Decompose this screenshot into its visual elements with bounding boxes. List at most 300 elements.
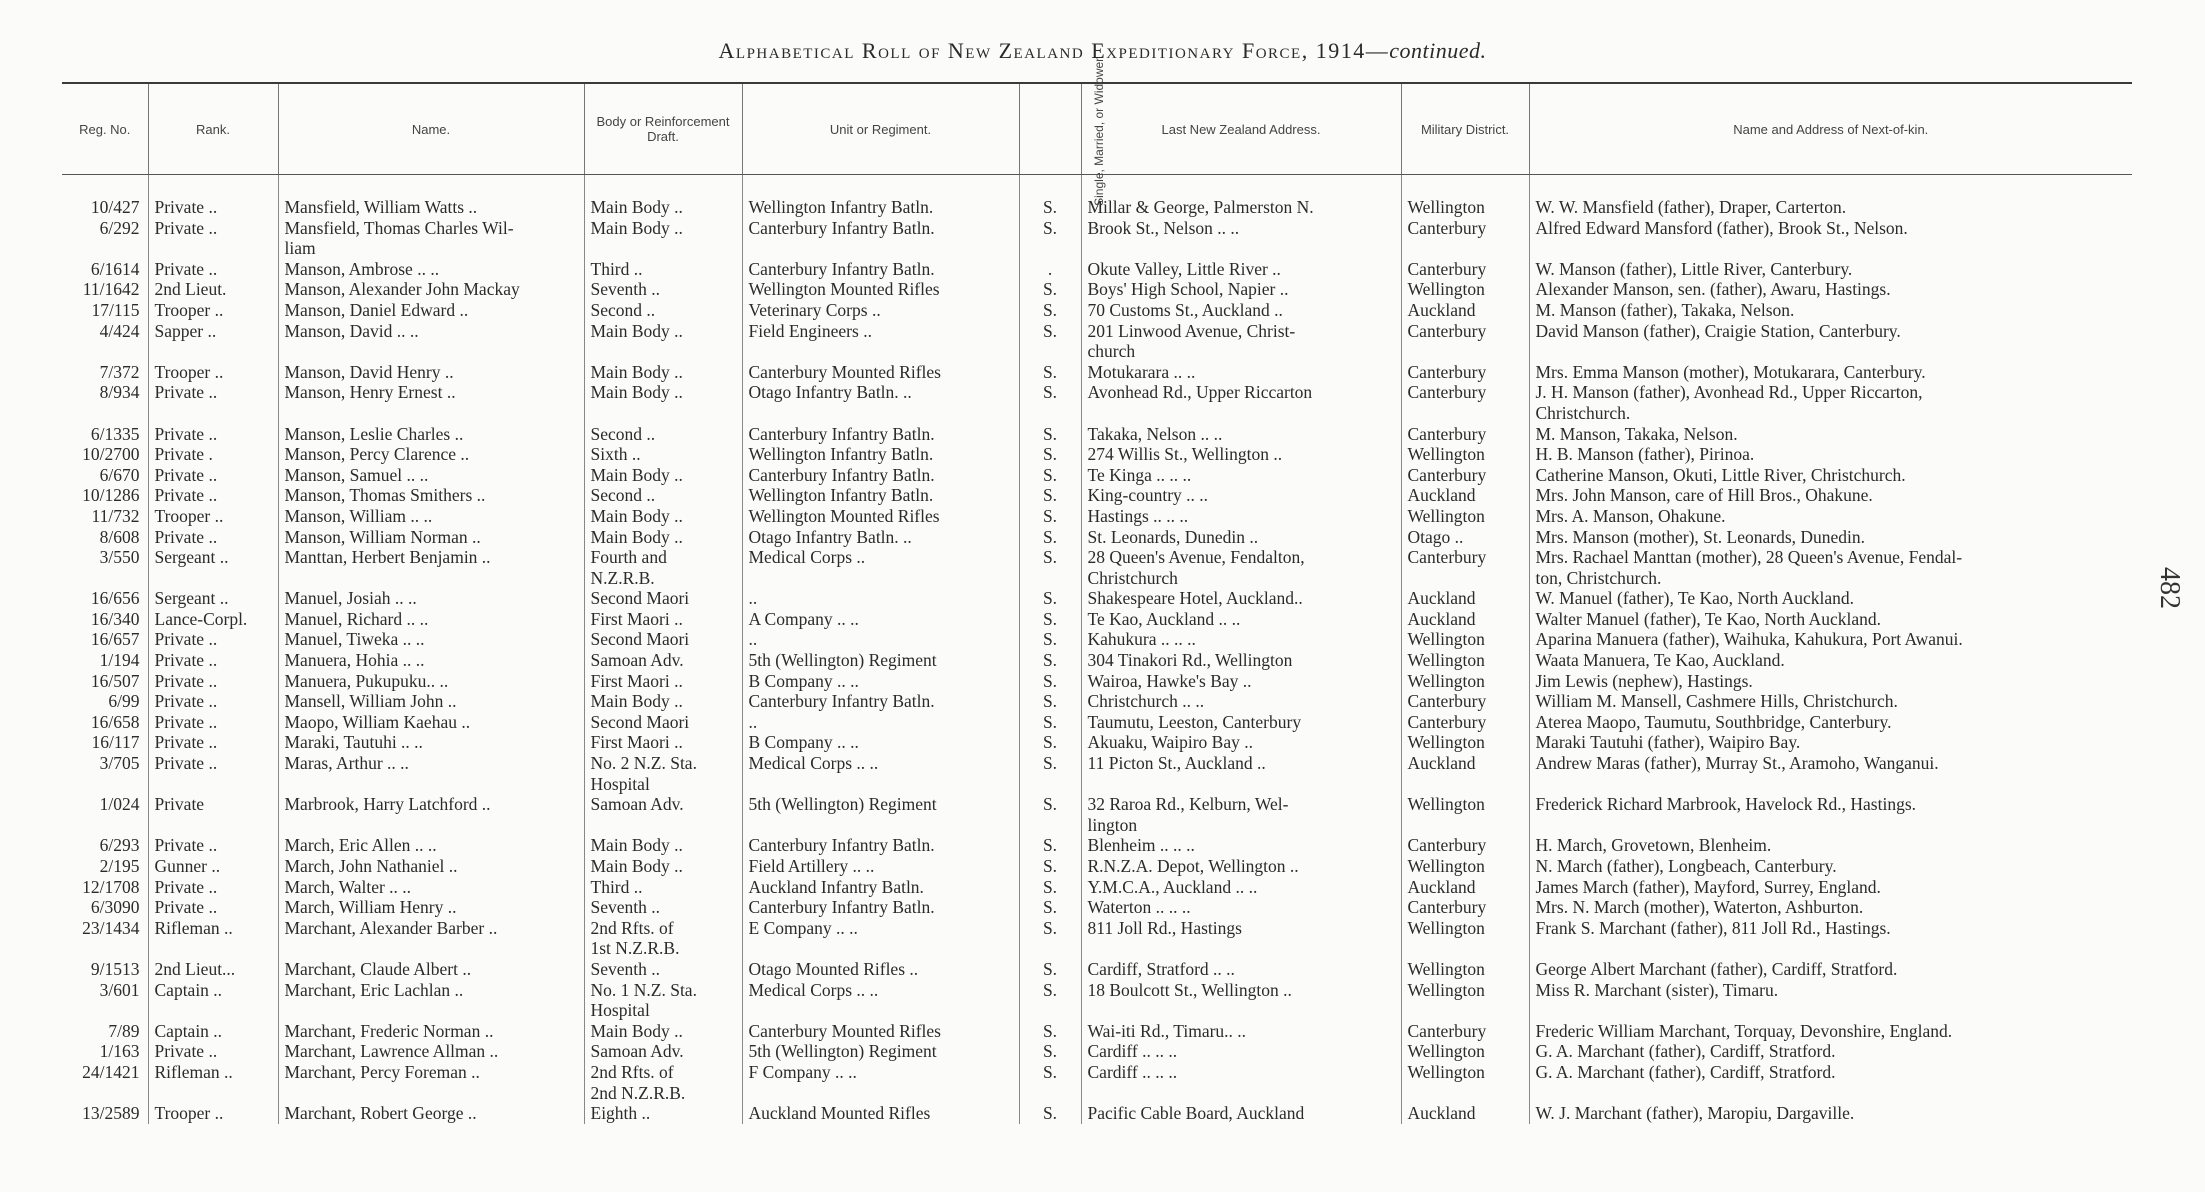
- cell-district: Wellington: [1401, 444, 1529, 465]
- cell-next-of-kin: W. Manuel (father), Te Kao, North Auckland.: [1529, 588, 2132, 609]
- cell-unit: A Company .. ..: [742, 609, 1019, 630]
- cell-draft: Second ..: [584, 424, 742, 445]
- cell-next-of-kin: Alfred Edward Mansford (father), Brook St., Nelson.: [1529, 218, 2132, 259]
- table-row: [62, 1041, 2132, 1062]
- column-header-draft: Body or Reinforcement Draft.: [584, 84, 742, 175]
- cell-address: Cardiff .. .. ..: [1081, 1041, 1401, 1062]
- cell-name: Manson, Leslie Charles ..: [278, 424, 584, 445]
- table-row: [62, 609, 2132, 630]
- cell-reg-no: 1/024: [99, 794, 140, 815]
- cell-reg-no: 11/732: [91, 505, 140, 526]
- cell-unit: Auckland Mounted Rifles: [742, 1103, 1019, 1124]
- cell-draft: Main Body ..: [584, 465, 742, 486]
- table-row: [62, 300, 2132, 321]
- cell-address: Wairoa, Hawke's Bay ..: [1081, 671, 1401, 692]
- cell-name: Marchant, Eric Lachlan ..: [278, 980, 584, 1021]
- cell-address: Blenheim .. .. ..: [1081, 835, 1401, 856]
- column-header-address: Last New Zealand Address.: [1081, 84, 1401, 175]
- cell-draft: Second ..: [584, 485, 742, 506]
- table-row: [62, 321, 2132, 362]
- cell-marital: S.: [1019, 918, 1081, 959]
- cell-name: Manuera, Hohia .. ..: [278, 650, 584, 671]
- table-row: [62, 835, 2132, 856]
- cell-address: Hastings .. .. ..: [1081, 506, 1401, 527]
- cell-rank: Private ..: [148, 671, 278, 692]
- cell-marital: S.: [1019, 897, 1081, 918]
- cell-district: Auckland: [1401, 609, 1529, 630]
- cell-reg-no: 2/195: [99, 856, 140, 876]
- cell-next-of-kin: W. W. Mansfield (father), Draper, Carterton.: [1529, 197, 2132, 218]
- table-row: [62, 732, 2132, 753]
- cell-marital: S.: [1019, 959, 1081, 980]
- cell-district: Wellington: [1401, 1041, 1529, 1062]
- cell-rank: Captain ..: [148, 1021, 278, 1042]
- cell-name: Manuel, Richard .. ..: [278, 609, 584, 630]
- cell-address: Cardiff, Stratford .. ..: [1081, 959, 1401, 980]
- cell-marital: S.: [1019, 856, 1081, 877]
- cell-next-of-kin: Frank S. Marchant (father), 811 Joll Rd., Hastings.: [1529, 918, 2132, 959]
- page-number: 482: [2154, 567, 2185, 609]
- cell-marital: S.: [1019, 197, 1081, 218]
- table-row: [62, 794, 2132, 835]
- cell-marital: S.: [1019, 753, 1081, 794]
- cell-draft: Third ..: [584, 877, 742, 898]
- cell-name: Marchant, Frederic Norman ..: [278, 1021, 584, 1042]
- table-row: [62, 485, 2132, 506]
- cell-unit: 5th (Wellington) Regiment: [742, 1041, 1019, 1062]
- cell-name: Manson, Alexander John Mackay: [278, 279, 584, 300]
- cell-reg-no: 7/372: [99, 361, 140, 382]
- cell-name: Manttan, Herbert Benjamin ..: [278, 547, 584, 588]
- cell-draft: Main Body ..: [584, 1021, 742, 1042]
- cell-unit: Wellington Infantry Batln.: [742, 197, 1019, 218]
- cell-district: Canterbury: [1401, 465, 1529, 486]
- cell-marital: S.: [1019, 321, 1081, 362]
- cell-reg-no: 10/2700: [82, 444, 140, 465]
- cell-address: Boys' High School, Napier ..: [1081, 279, 1401, 300]
- cell-rank: Private ..: [148, 691, 278, 712]
- cell-draft: Main Body ..: [584, 691, 742, 712]
- cell-rank: Lance-Corpl.: [148, 609, 278, 630]
- cell-marital: S.: [1019, 362, 1081, 383]
- cell-district: Canterbury: [1401, 712, 1529, 733]
- cell-unit: Canterbury Infantry Batln.: [742, 835, 1019, 856]
- cell-reg-no: 4/424: [99, 320, 140, 341]
- cell-rank: Private ..: [148, 835, 278, 856]
- roll-table-body: [62, 175, 2132, 1124]
- cell-rank: Private: [148, 794, 278, 835]
- cell-name: Mansfield, Thomas Charles Wil- liam: [278, 218, 584, 259]
- cell-draft: Eighth ..: [584, 1103, 742, 1124]
- cell-address: 32 Raroa Rd., Kelburn, Wel- lington: [1081, 794, 1401, 835]
- cell-reg-no: 16/657: [90, 629, 140, 650]
- cell-address: Wai-iti Rd., Timaru.. ..: [1081, 1021, 1401, 1042]
- cell-draft: Samoan Adv.: [584, 794, 742, 835]
- cell-next-of-kin: J. H. Manson (father), Avonhead Rd., Upper Riccarton, Christchurch.: [1529, 382, 2132, 423]
- cell-unit: Canterbury Infantry Batln.: [742, 465, 1019, 486]
- cell-name: Marchant, Claude Albert ..: [278, 959, 584, 980]
- cell-unit: 5th (Wellington) Regiment: [742, 794, 1019, 835]
- cell-draft: Fourth and N.Z.R.B.: [584, 547, 742, 588]
- cell-address: St. Leonards, Dunedin ..: [1081, 527, 1401, 548]
- cell-unit: Otago Infantry Batln. ..: [742, 527, 1019, 548]
- table-row: [62, 382, 2132, 423]
- cell-next-of-kin: Waata Manuera, Te Kao, Auckland.: [1529, 650, 2132, 671]
- table-row: [62, 279, 2132, 300]
- cell-name: Marchant, Alexander Barber ..: [278, 918, 584, 959]
- table-row: [62, 527, 2132, 548]
- cell-district: Wellington: [1401, 959, 1529, 980]
- cell-draft: Seventh ..: [584, 959, 742, 980]
- cell-name: Marbrook, Harry Latchford ..: [278, 794, 584, 835]
- cell-draft: Main Body ..: [584, 197, 742, 218]
- cell-rank: Rifleman ..: [148, 1062, 278, 1103]
- cell-district: Canterbury: [1401, 218, 1529, 259]
- cell-address: King-country .. ..: [1081, 485, 1401, 506]
- table-row: [62, 691, 2132, 712]
- cell-next-of-kin: Mrs. Emma Manson (mother), Motukarara, Canterbury.: [1529, 362, 2132, 383]
- cell-reg-no: 9/1513: [90, 958, 140, 979]
- table-row: [62, 897, 2132, 918]
- cell-next-of-kin: Walter Manuel (father), Te Kao, North Auckland.: [1529, 609, 2132, 630]
- cell-unit: Canterbury Infantry Batln.: [742, 691, 1019, 712]
- cell-rank: Captain ..: [148, 980, 278, 1021]
- table-row: [62, 506, 2132, 527]
- table-row: [62, 1021, 2132, 1042]
- cell-name: Manson, Samuel .. ..: [278, 465, 584, 486]
- cell-draft: Samoan Adv.: [584, 1041, 742, 1062]
- cell-unit: Canterbury Infantry Batln.: [742, 218, 1019, 259]
- cell-address: Te Kinga .. .. ..: [1081, 465, 1401, 486]
- cell-next-of-kin: Maraki Tautuhi (father), Waipiro Bay.: [1529, 732, 2132, 753]
- cell-name: Manson, David .. ..: [278, 321, 584, 362]
- column-header-marital: Single, Married, or Widower.: [1019, 84, 1081, 175]
- cell-next-of-kin: H. March, Grovetown, Blenheim.: [1529, 835, 2132, 856]
- cell-reg-no: 7/89: [108, 1020, 140, 1041]
- cell-unit: ..: [742, 629, 1019, 650]
- cell-rank: 2nd Lieut...: [148, 959, 278, 980]
- cell-unit: ..: [742, 712, 1019, 733]
- cell-name: Manson, Ambrose .. ..: [278, 259, 584, 280]
- cell-next-of-kin: H. B. Manson (father), Pirinoa.: [1529, 444, 2132, 465]
- cell-draft: First Maori ..: [584, 671, 742, 692]
- cell-unit: Veterinary Corps ..: [742, 300, 1019, 321]
- cell-reg-no: 16/507: [90, 670, 140, 691]
- page-title-main: Alphabetical Roll of New Zealand Expeditionary Force, 1914—: [718, 38, 1390, 63]
- cell-reg-no: 10/427: [90, 197, 140, 217]
- cell-district: Auckland: [1401, 485, 1529, 506]
- table-row: [62, 629, 2132, 650]
- table-row: [62, 465, 2132, 486]
- cell-address: R.N.Z.A. Depot, Wellington ..: [1081, 856, 1401, 877]
- cell-next-of-kin: G. A. Marchant (father), Cardiff, Stratford.: [1529, 1041, 2132, 1062]
- cell-draft: 2nd Rfts. of 2nd N.Z.R.B.: [584, 1062, 742, 1103]
- cell-rank: Trooper ..: [148, 506, 278, 527]
- cell-name: Maopo, William Kaehau ..: [278, 712, 584, 733]
- cell-name: Marchant, Robert George ..: [278, 1103, 584, 1124]
- cell-reg-no: 6/3090: [90, 897, 140, 918]
- roll-table: [62, 54, 2132, 1124]
- cell-name: Manson, Percy Clarence ..: [278, 444, 584, 465]
- page-title-continued: continued.: [1389, 38, 1487, 63]
- column-header-reg-no: Reg. No.: [62, 84, 148, 175]
- cell-draft: Seventh ..: [584, 897, 742, 918]
- cell-draft: Main Body ..: [584, 835, 742, 856]
- cell-address: Cardiff .. .. ..: [1081, 1062, 1401, 1103]
- cell-marital: S.: [1019, 1062, 1081, 1103]
- cell-unit: Canterbury Mounted Rifles: [742, 362, 1019, 383]
- cell-rank: Private ..: [148, 465, 278, 486]
- cell-next-of-kin: Andrew Maras (father), Murray St., Aramoho, Wanganui.: [1529, 753, 2132, 794]
- cell-next-of-kin: George Albert Marchant (father), Cardiff, Stratford.: [1529, 959, 2132, 980]
- table-row: [62, 712, 2132, 733]
- column-header-district: Military District.: [1401, 84, 1529, 175]
- table-row: [62, 918, 2132, 959]
- cell-name: Manson, Daniel Edward ..: [278, 300, 584, 321]
- cell-address: 274 Willis St., Wellington ..: [1081, 444, 1401, 465]
- cell-reg-no: 6/99: [108, 691, 140, 712]
- cell-district: Wellington: [1401, 794, 1529, 835]
- cell-address: Shakespeare Hotel, Auckland..: [1081, 588, 1401, 609]
- cell-address: Akuaku, Waipiro Bay ..: [1081, 732, 1401, 753]
- cell-draft: Third ..: [584, 259, 742, 280]
- cell-address: 201 Linwood Avenue, Christ- church: [1081, 321, 1401, 362]
- cell-marital: S.: [1019, 650, 1081, 671]
- cell-rank: Private ..: [148, 1041, 278, 1062]
- cell-district: Auckland: [1401, 588, 1529, 609]
- cell-district: Canterbury: [1401, 835, 1529, 856]
- cell-next-of-kin: G. A. Marchant (father), Cardiff, Stratford.: [1529, 1062, 2132, 1103]
- cell-district: Auckland: [1401, 877, 1529, 898]
- cell-unit: Field Artillery .. ..: [742, 856, 1019, 877]
- cell-draft: First Maori ..: [584, 609, 742, 630]
- cell-draft: Second Maori: [584, 629, 742, 650]
- cell-name: Manson, Henry Ernest ..: [278, 382, 584, 423]
- cell-draft: Seventh ..: [584, 279, 742, 300]
- cell-address: 70 Customs St., Auckland ..: [1081, 300, 1401, 321]
- cell-reg-no: 24/1421: [82, 1061, 140, 1082]
- cell-district: Auckland: [1401, 300, 1529, 321]
- cell-reg-no: 6/293: [99, 835, 140, 856]
- cell-next-of-kin: Mrs. Manson (mother), St. Leonards, Dunedin.: [1529, 527, 2132, 548]
- cell-draft: Main Body ..: [584, 362, 742, 383]
- cell-district: Wellington: [1401, 650, 1529, 671]
- cell-unit: ..: [742, 588, 1019, 609]
- cell-marital: S.: [1019, 691, 1081, 712]
- cell-rank: Trooper ..: [148, 300, 278, 321]
- cell-rank: Private ..: [148, 877, 278, 898]
- cell-name: Manson, David Henry ..: [278, 362, 584, 383]
- cell-name: March, John Nathaniel ..: [278, 856, 584, 877]
- cell-rank: Gunner ..: [148, 856, 278, 877]
- cell-next-of-kin: Mrs. N. March (mother), Waterton, Ashburton.: [1529, 897, 2132, 918]
- cell-name: Marchant, Percy Foreman ..: [278, 1062, 584, 1103]
- cell-unit: Canterbury Infantry Batln.: [742, 259, 1019, 280]
- cell-unit: Otago Infantry Batln. ..: [742, 382, 1019, 423]
- cell-unit: Wellington Infantry Batln.: [742, 485, 1019, 506]
- cell-district: Canterbury: [1401, 547, 1529, 588]
- cell-name: Maras, Arthur .. ..: [278, 753, 584, 794]
- column-header-next-of-kin: Name and Address of Next-of-kin.: [1529, 84, 2132, 175]
- cell-name: Manson, Thomas Smithers ..: [278, 485, 584, 506]
- cell-reg-no: 6/1335: [90, 423, 140, 444]
- table-row: [62, 362, 2132, 383]
- table-row: [62, 1103, 2132, 1124]
- cell-next-of-kin: Catherine Manson, Okuti, Little River, Christchurch.: [1529, 465, 2132, 486]
- cell-rank: Sapper ..: [148, 321, 278, 362]
- cell-rank: Private ..: [148, 485, 278, 506]
- table-header-row: [62, 84, 2132, 175]
- cell-marital: S.: [1019, 485, 1081, 506]
- cell-marital: S.: [1019, 218, 1081, 259]
- cell-unit: Wellington Infantry Batln.: [742, 444, 1019, 465]
- cell-draft: No. 2 N.Z. Sta. Hospital: [584, 753, 742, 794]
- cell-next-of-kin: Aterea Maopo, Taumutu, Southbridge, Canterbury.: [1529, 712, 2132, 733]
- table-row: [62, 856, 2132, 877]
- cell-marital: S.: [1019, 712, 1081, 733]
- cell-marital: S.: [1019, 382, 1081, 423]
- column-header-rank: Rank.: [148, 84, 278, 175]
- cell-draft: Second Maori: [584, 712, 742, 733]
- table-row: [62, 877, 2132, 898]
- cell-unit: Wellington Mounted Rifles: [742, 279, 1019, 300]
- cell-reg-no: 3/705: [99, 753, 140, 774]
- cell-draft: Main Body ..: [584, 382, 742, 423]
- cell-draft: Main Body ..: [584, 321, 742, 362]
- cell-reg-no: 16/656: [90, 588, 140, 609]
- cell-next-of-kin: Mrs. John Manson, care of Hill Bros., Ohakune.: [1529, 485, 2132, 506]
- cell-reg-no: 11/1642: [82, 279, 140, 300]
- cell-rank: Trooper ..: [148, 362, 278, 383]
- cell-name: Maraki, Tautuhi .. ..: [278, 732, 584, 753]
- cell-unit: Canterbury Infantry Batln.: [742, 897, 1019, 918]
- cell-rank: Private ..: [148, 897, 278, 918]
- cell-district: Otago ..: [1401, 527, 1529, 548]
- cell-draft: Main Body ..: [584, 506, 742, 527]
- cell-next-of-kin: Frederic William Marchant, Torquay, Devonshire, England.: [1529, 1021, 2132, 1042]
- cell-rank: Rifleman ..: [148, 918, 278, 959]
- cell-next-of-kin: Mrs. A. Manson, Ohakune.: [1529, 506, 2132, 527]
- cell-draft: Second Maori: [584, 588, 742, 609]
- cell-draft: 2nd Rfts. of 1st N.Z.R.B.: [584, 918, 742, 959]
- cell-marital: S.: [1019, 732, 1081, 753]
- cell-rank: Sergeant ..: [148, 547, 278, 588]
- cell-next-of-kin: James March (father), Mayford, Surrey, England.: [1529, 877, 2132, 898]
- cell-marital: S.: [1019, 835, 1081, 856]
- cell-draft: Sixth ..: [584, 444, 742, 465]
- cell-district: Canterbury: [1401, 1021, 1529, 1042]
- cell-address: Te Kao, Auckland .. ..: [1081, 609, 1401, 630]
- cell-rank: Sergeant ..: [148, 588, 278, 609]
- table-row: [62, 959, 2132, 980]
- cell-district: Wellington: [1401, 671, 1529, 692]
- cell-district: Canterbury: [1401, 362, 1529, 383]
- cell-rank: Trooper ..: [148, 1103, 278, 1124]
- cell-reg-no: 1/163: [99, 1041, 140, 1062]
- cell-marital: S.: [1019, 671, 1081, 692]
- cell-reg-no: 10/1286: [82, 485, 140, 506]
- cell-name: Manson, William Norman ..: [278, 527, 584, 548]
- cell-draft: Main Body ..: [584, 856, 742, 877]
- cell-reg-no: 3/550: [99, 547, 140, 568]
- cell-reg-no: 6/1614: [90, 258, 140, 279]
- cell-address: Takaka, Nelson .. ..: [1081, 424, 1401, 445]
- cell-unit: 5th (Wellington) Regiment: [742, 650, 1019, 671]
- cell-next-of-kin: Alexander Manson, sen. (father), Awaru, Hastings.: [1529, 279, 2132, 300]
- cell-name: Marchant, Lawrence Allman ..: [278, 1041, 584, 1062]
- cell-marital: S.: [1019, 1103, 1081, 1124]
- table-row: [62, 753, 2132, 794]
- cell-rank: Private ..: [148, 732, 278, 753]
- cell-address: Christchurch .. ..: [1081, 691, 1401, 712]
- cell-unit: Medical Corps .. ..: [742, 753, 1019, 794]
- cell-district: Wellington: [1401, 732, 1529, 753]
- cell-address: Millar & George, Palmerston N.: [1081, 197, 1401, 218]
- cell-name: Manuera, Pukupuku.. ..: [278, 671, 584, 692]
- cell-next-of-kin: Frederick Richard Marbrook, Havelock Rd., Hastings.: [1529, 794, 2132, 835]
- cell-address: Kahukura .. .. ..: [1081, 629, 1401, 650]
- cell-district: Canterbury: [1401, 691, 1529, 712]
- cell-rank: Private ..: [148, 259, 278, 280]
- cell-next-of-kin: N. March (father), Longbeach, Canterbury.: [1529, 856, 2132, 877]
- cell-next-of-kin: Jim Lewis (nephew), Hastings.: [1529, 671, 2132, 692]
- cell-unit: Canterbury Infantry Batln.: [742, 424, 1019, 445]
- cell-reg-no: 16/117: [91, 732, 140, 753]
- cell-unit: B Company .. ..: [742, 671, 1019, 692]
- cell-name: Mansfield, William Watts ..: [278, 197, 584, 218]
- cell-district: Auckland: [1401, 753, 1529, 794]
- cell-name: March, William Henry ..: [278, 897, 584, 918]
- cell-name: March, Eric Allen .. ..: [278, 835, 584, 856]
- cell-marital: S.: [1019, 547, 1081, 588]
- cell-district: Wellington: [1401, 506, 1529, 527]
- cell-marital: S.: [1019, 609, 1081, 630]
- cell-district: Wellington: [1401, 279, 1529, 300]
- cell-next-of-kin: David Manson (father), Craigie Station, Canterbury.: [1529, 321, 2132, 362]
- cell-address: Avonhead Rd., Upper Riccarton: [1081, 382, 1401, 423]
- cell-rank: Private ..: [148, 712, 278, 733]
- column-header-name: Name.: [278, 84, 584, 175]
- cell-district: Wellington: [1401, 1062, 1529, 1103]
- table-row: [62, 547, 2132, 588]
- cell-marital: S.: [1019, 1041, 1081, 1062]
- cell-address: 28 Queen's Avenue, Fendalton, Christchurch: [1081, 547, 1401, 588]
- cell-district: Canterbury: [1401, 424, 1529, 445]
- cell-reg-no: 8/934: [99, 382, 140, 403]
- cell-reg-no: 16/340: [90, 608, 140, 629]
- cell-address: 18 Boulcott St., Wellington ..: [1081, 980, 1401, 1021]
- cell-district: Canterbury: [1401, 897, 1529, 918]
- cell-address: Okute Valley, Little River ..: [1081, 259, 1401, 280]
- cell-unit: Wellington Mounted Rifles: [742, 506, 1019, 527]
- table-row: [62, 424, 2132, 445]
- cell-reg-no: 16/658: [90, 711, 140, 732]
- cell-address: Motukarara .. ..: [1081, 362, 1401, 383]
- cell-marital: S.: [1019, 588, 1081, 609]
- cell-reg-no: 8/608: [99, 526, 140, 547]
- cell-reg-no: 3/601: [99, 979, 140, 1000]
- cell-name: Mansell, William John ..: [278, 691, 584, 712]
- cell-marital: S.: [1019, 300, 1081, 321]
- cell-unit: Otago Mounted Rifles ..: [742, 959, 1019, 980]
- cell-rank: Private ..: [148, 197, 278, 218]
- cell-marital: S.: [1019, 527, 1081, 548]
- cell-rank: Private ..: [148, 424, 278, 445]
- cell-unit: E Company .. ..: [742, 918, 1019, 959]
- cell-next-of-kin: M. Manson, Takaka, Nelson.: [1529, 424, 2132, 445]
- cell-address: Brook St., Nelson .. ..: [1081, 218, 1401, 259]
- table-row: [62, 588, 2132, 609]
